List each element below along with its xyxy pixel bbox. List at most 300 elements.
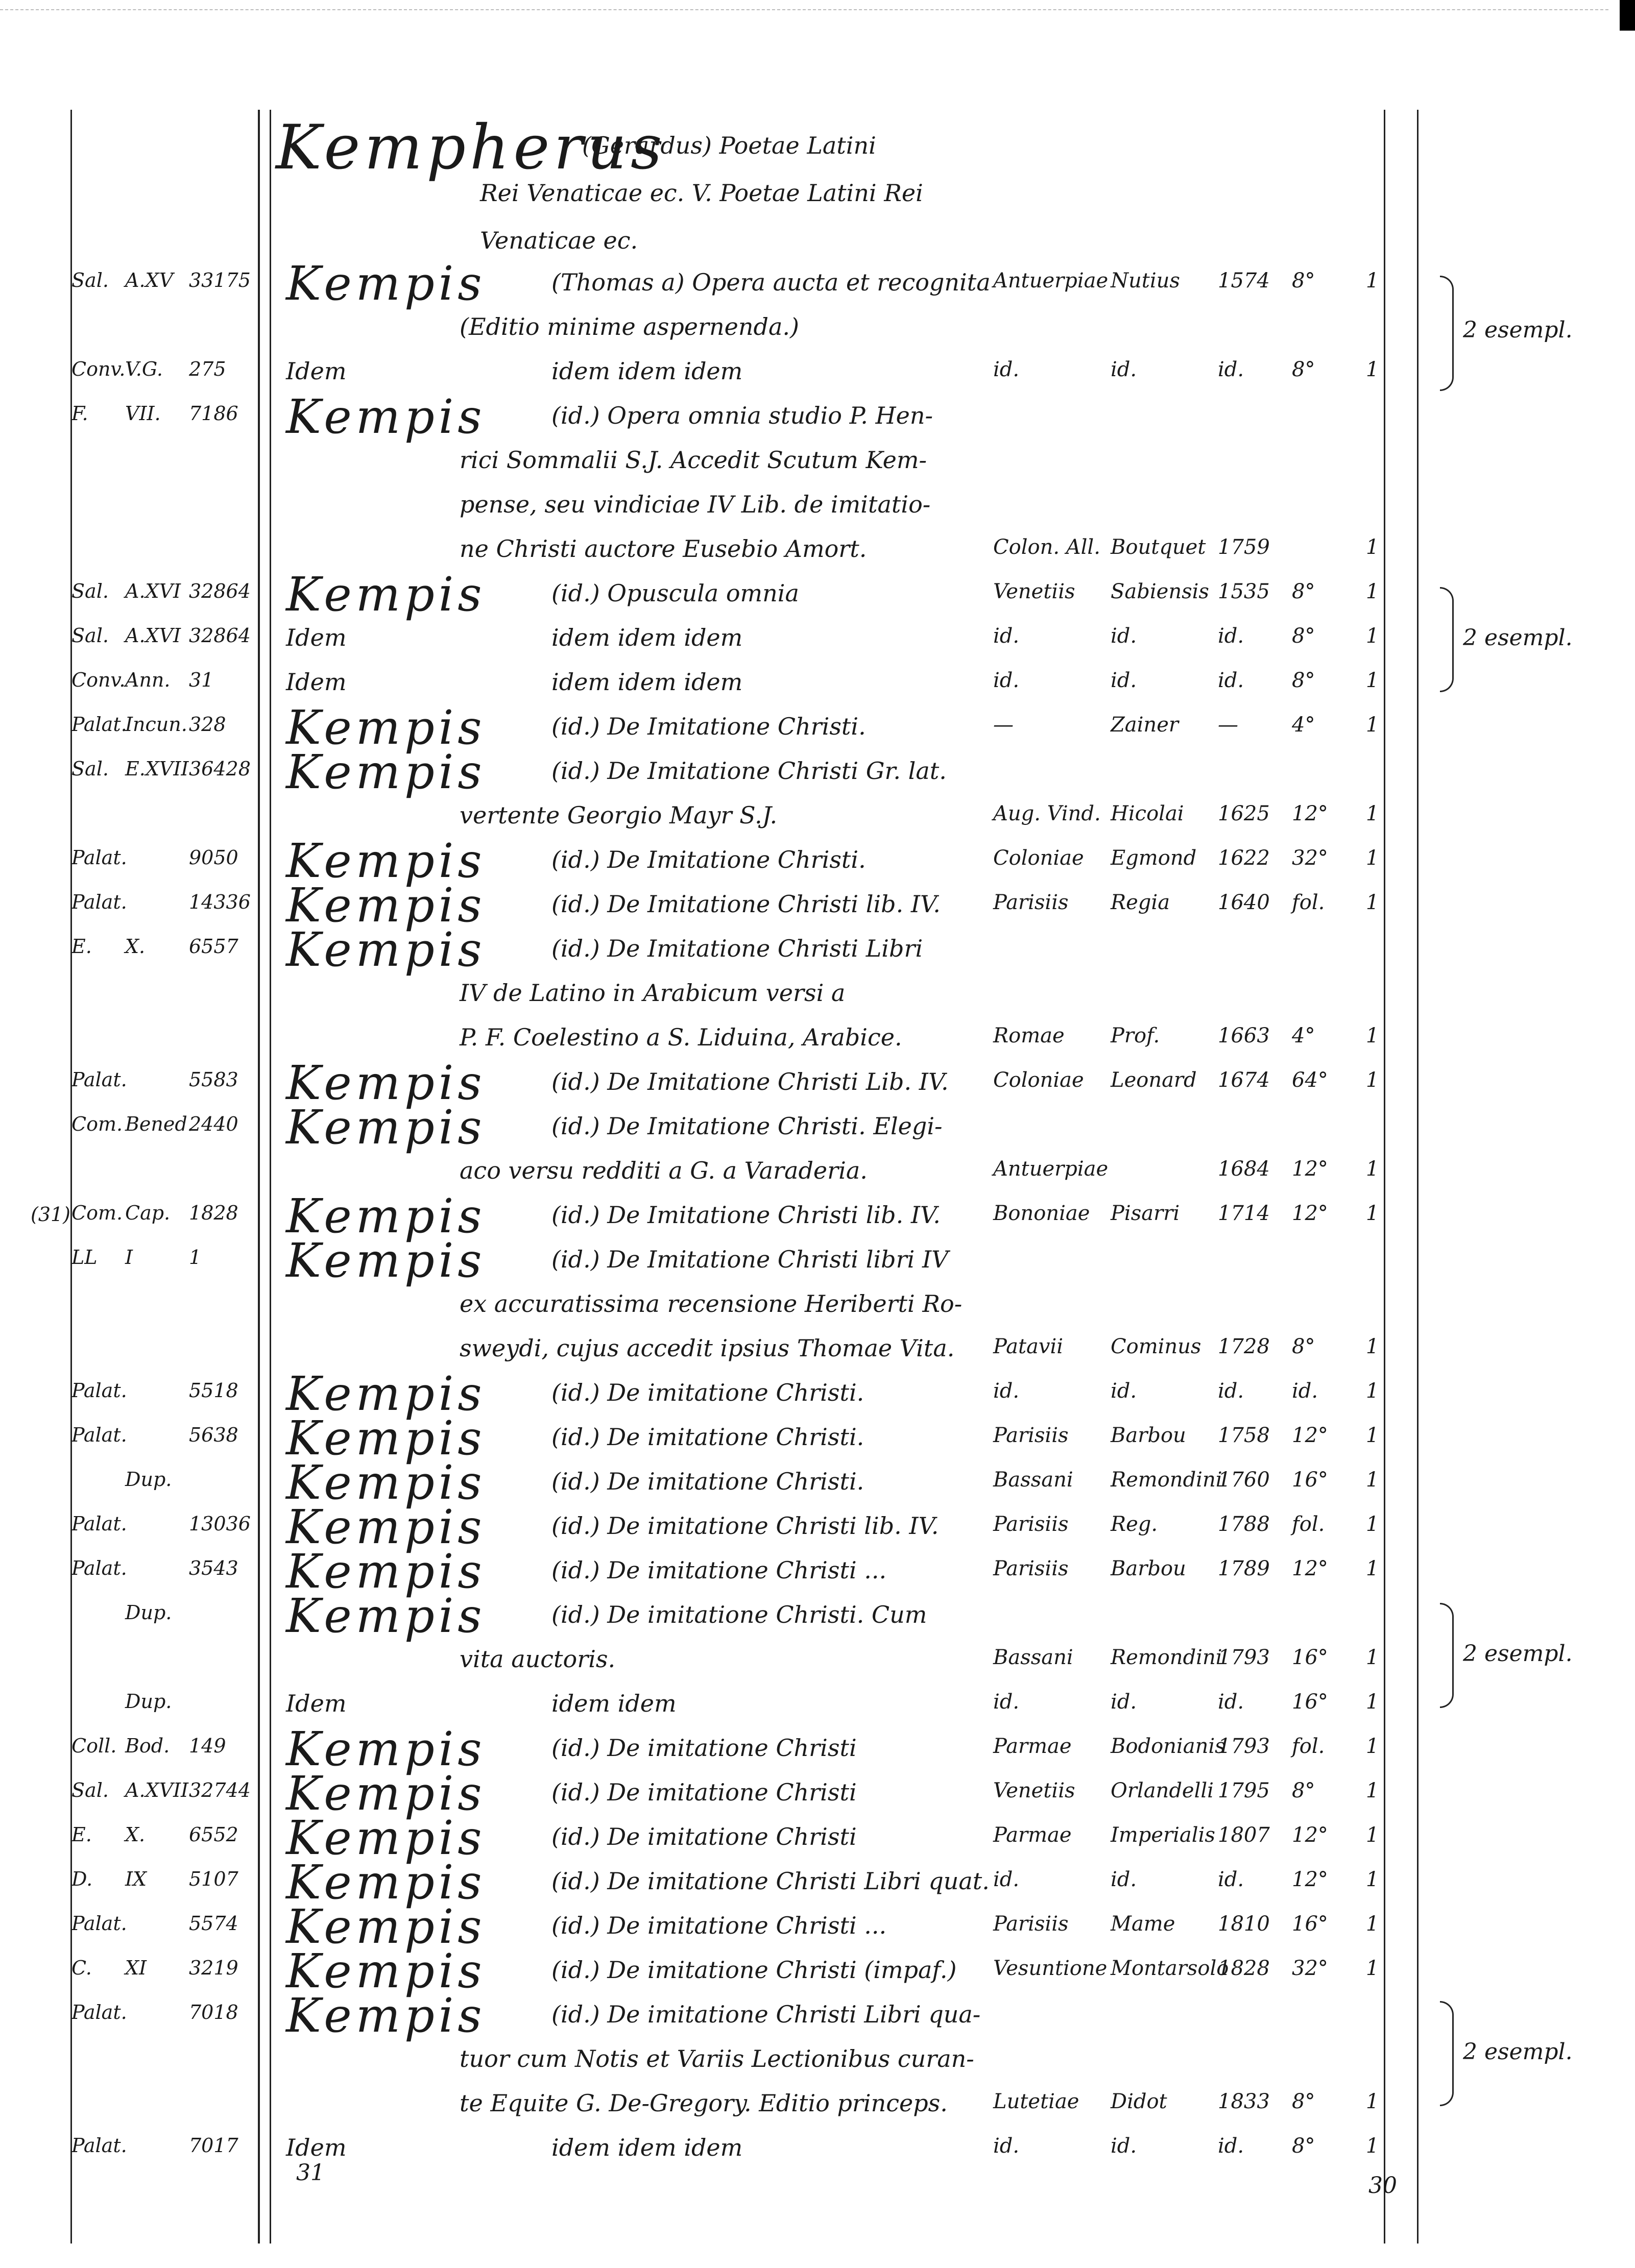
shelf-case: Ann.: [125, 669, 171, 691]
shelf-case: Cap.: [125, 1202, 171, 1224]
imprint-printer: Bodonianis: [1111, 1735, 1225, 1758]
shelf-number: 5583: [189, 1068, 238, 1091]
shelf-room: D.: [71, 1868, 93, 1890]
imprint-format: 8°: [1292, 2090, 1315, 2113]
entry-text: (id.) De imitatione Christi.: [551, 1423, 864, 1451]
shelf-case: I: [125, 1246, 133, 1269]
entry-heading: Idem: [286, 624, 347, 651]
imprint-format: fol.: [1292, 1513, 1325, 1536]
imprint-year: 1807: [1218, 1823, 1270, 1847]
imprint-year: id.: [1218, 669, 1244, 692]
copy-count: 1: [1366, 624, 1379, 648]
imprint-place: Antuerpiae: [993, 269, 1109, 292]
imprint-place: id.: [993, 669, 1020, 692]
shelf-number: 36428: [189, 758, 251, 780]
entry-heading: Kempis: [286, 1722, 486, 1776]
imprint-year: 1535: [1218, 580, 1270, 603]
entry-heading: Idem: [286, 668, 347, 696]
entry-text: te Equite G. De-Gregory. Editio princeps.: [460, 2089, 948, 2117]
imprint-place: Bononiae: [993, 1202, 1090, 1225]
imprint-printer: Reg.: [1111, 1513, 1158, 1536]
imprint-place: Romae: [993, 1024, 1065, 1047]
entry-text: (id.) De Imitatione Christi Libri: [551, 935, 923, 962]
shelf-number: 32864: [189, 580, 251, 602]
copy-count: 1: [1366, 1690, 1379, 1714]
copy-count: 1: [1366, 1068, 1379, 1092]
imprint-year: 1793: [1218, 1735, 1270, 1758]
imprint-format: 12°: [1292, 1823, 1328, 1847]
imprint-format: 12°: [1292, 1424, 1328, 1447]
entry-heading: Idem: [286, 357, 347, 385]
entry-heading: Kempis: [286, 389, 486, 444]
imprint-printer: Remondini: [1111, 1646, 1222, 1669]
imprint-format: id.: [1292, 1379, 1318, 1403]
entry-text: idem idem idem: [551, 624, 743, 651]
imprint-place: Parmae: [993, 1735, 1072, 1758]
shelf-number: 1: [189, 1246, 202, 1269]
imprint-year: 1663: [1218, 1024, 1270, 1047]
shelf-room: E.: [71, 1823, 92, 1846]
top-perforation: [0, 9, 1608, 10]
entry-text: (id.) De imitatione Christi (impaf.): [551, 1956, 957, 1984]
copies-note: 2 esempl.: [1463, 1641, 1573, 1667]
imprint-format: 16°: [1292, 1468, 1328, 1492]
shelf-room: Coll.: [71, 1735, 117, 1757]
shelf-number: 9050: [189, 846, 238, 869]
imprint-format: 32°: [1292, 1957, 1328, 1980]
imprint-place: Parisiis: [993, 1912, 1069, 1936]
shelf-room: Palat.: [71, 2134, 127, 2157]
shelf-room: Palat.: [71, 2001, 127, 2023]
imprint-format: 8°: [1292, 269, 1315, 292]
imprint-format: 8°: [1292, 1335, 1315, 1358]
imprint-format: fol.: [1292, 1735, 1325, 1758]
imprint-year: 1714: [1218, 1202, 1270, 1225]
shelf-room: Palat.: [71, 846, 127, 869]
imprint-year: 1788: [1218, 1513, 1270, 1536]
imprint-format: 4°: [1292, 713, 1315, 737]
imprint-year: id.: [1218, 1690, 1244, 1714]
imprint-place: id.: [993, 2134, 1020, 2158]
shelf-case: Incun.: [125, 713, 187, 736]
imprint-year: 1795: [1218, 1779, 1270, 1802]
imprint-printer: Regia: [1111, 891, 1170, 914]
imprint-printer: Sabiensis: [1111, 580, 1209, 603]
copy-count: 1: [1366, 1379, 1379, 1403]
imprint-place: Antuerpiae: [993, 1157, 1109, 1181]
rule-line: [258, 110, 260, 2243]
entry-text: (id.) De imitatione Christi: [551, 1734, 857, 1762]
rule-line: [270, 110, 271, 2243]
imprint-year: 1622: [1218, 846, 1270, 870]
imprint-place: Lutetiae: [993, 2090, 1079, 2113]
copy-count: 1: [1366, 358, 1379, 381]
entry-text: pense, seu vindiciae IV Lib. de imitatio-: [460, 491, 931, 518]
shelf-room: Sal.: [71, 580, 109, 602]
entry-heading: Kempis: [286, 878, 486, 933]
entry-heading: Kempis: [286, 1367, 486, 1421]
shelf-room: Sal.: [71, 758, 109, 780]
shelf-room: Sal.: [71, 624, 109, 647]
imprint-year: 1728: [1218, 1335, 1270, 1358]
entry-text: idem idem idem: [551, 668, 743, 696]
shelf-case: V.G.: [125, 358, 163, 380]
entry-text: (id.) De imitatione Christi lib. IV.: [551, 1512, 939, 1540]
copy-count: 1: [1366, 2134, 1379, 2158]
copy-count: 1: [1366, 1202, 1379, 1225]
imprint-place: id.: [993, 624, 1020, 648]
imprint-place: Coloniae: [993, 1068, 1084, 1092]
brace: [1440, 587, 1454, 692]
entry-text: rici Sommalii S.J. Accedit Scutum Kem-: [460, 446, 927, 474]
copy-count: 1: [1366, 802, 1379, 825]
rule-line: [1384, 110, 1385, 2243]
shelf-room: Com.: [71, 1202, 123, 1224]
shelf-case: X.: [125, 935, 146, 958]
imprint-printer: Imperialis: [1111, 1823, 1215, 1847]
imprint-place: id.: [993, 1868, 1020, 1891]
header-text-line: Rei Venaticae ec. V. Poetae Latini Rei: [480, 179, 923, 207]
entry-text: idem idem idem: [551, 2134, 743, 2161]
shelf-room: Palat.: [71, 1379, 127, 1402]
imprint-place: id.: [993, 1379, 1020, 1403]
entry-heading: Kempis: [286, 1500, 486, 1554]
imprint-format: 12°: [1292, 1157, 1328, 1181]
entry-heading: Kempis: [286, 834, 486, 888]
entry-text: sweydi, cujus accedit ipsius Thomae Vita.: [460, 1334, 955, 1362]
shelf-room: Palat.: [71, 1513, 127, 1535]
header-heading: Kempherus: [276, 112, 666, 183]
shelf-room: Palat.: [71, 1424, 127, 1446]
shelf-case: X.: [125, 1823, 146, 1846]
rule-line: [1417, 110, 1418, 2243]
entry-text: (id.) De imitatione Christi: [551, 1823, 857, 1850]
entry-text: (Editio minime aspernenda.): [460, 313, 799, 340]
entry-heading: Kempis: [286, 1899, 486, 1954]
shelf-room: Palat.: [71, 1068, 127, 1091]
entry-text: ex accuratissima recensione Heriberti Ro-: [460, 1290, 963, 1318]
entry-text: tuor cum Notis et Variis Lectionibus curan-: [460, 2045, 974, 2072]
shelf-number: 6557: [189, 935, 238, 958]
header-text-line: (Gerardus) Poetae Latini: [582, 132, 876, 159]
entry-heading: Kempis: [286, 1233, 486, 1288]
copy-count: 1: [1366, 1468, 1379, 1492]
entry-heading: Kempis: [286, 1944, 486, 1998]
imprint-format: 32°: [1292, 846, 1328, 870]
copy-count: 1: [1366, 713, 1379, 737]
page-number-left: 31: [296, 2160, 325, 2186]
shelf-room: LL: [71, 1246, 98, 1269]
imprint-year: id.: [1218, 1379, 1244, 1403]
imprint-printer: Orlandelli: [1111, 1779, 1214, 1802]
imprint-year: 1810: [1218, 1912, 1270, 1936]
entry-text: (id.) De imitatione Christi.: [551, 1379, 864, 1406]
entry-text: (id.) De Imitatione Christi Lib. IV.: [551, 1068, 949, 1095]
entry-text: vita auctoris.: [460, 1645, 616, 1673]
entry-heading: Kempis: [286, 1455, 486, 1510]
imprint-format: 16°: [1292, 1912, 1328, 1936]
shelf-case: Dup.: [125, 1601, 172, 1624]
shelf-number: 3219: [189, 1957, 238, 1979]
copy-count: 1: [1366, 1513, 1379, 1536]
imprint-format: fol.: [1292, 891, 1325, 914]
imprint-year: 1640: [1218, 891, 1270, 914]
entry-heading: Kempis: [286, 1189, 486, 1243]
entry-text: (id.) De imitatione Christi Libri qua-: [551, 2001, 981, 2028]
imprint-year: 1625: [1218, 802, 1270, 825]
shelf-room: C.: [71, 1957, 92, 1979]
imprint-format: 12°: [1292, 1868, 1328, 1891]
entry-text: idem idem: [551, 1690, 677, 1717]
imprint-place: id.: [993, 1690, 1020, 1714]
entry-text: (id.) De imitatione Christi ...: [551, 1912, 887, 1939]
imprint-printer: id.: [1111, 1868, 1137, 1891]
imprint-printer: Mame: [1111, 1912, 1175, 1936]
imprint-printer: Prof.: [1111, 1024, 1160, 1047]
copies-note: 2 esempl.: [1463, 317, 1573, 343]
shelf-number: 7017: [189, 2134, 238, 2157]
imprint-printer: id.: [1111, 669, 1137, 692]
entry-text: (id.) Opera omnia studio P. Hen-: [551, 402, 933, 429]
shelf-number: 328: [189, 713, 226, 736]
imprint-printer: Nutius: [1111, 269, 1180, 292]
copy-count: 1: [1366, 1735, 1379, 1758]
copy-count: 1: [1366, 1557, 1379, 1580]
copy-count: 1: [1366, 1823, 1379, 1847]
entry-text: (id.) De Imitatione Christi lib. IV.: [551, 890, 941, 918]
imprint-printer: Leonard: [1111, 1068, 1197, 1092]
brace: [1440, 2001, 1454, 2106]
imprint-place: id.: [993, 358, 1020, 381]
entry-heading: Kempis: [286, 922, 486, 977]
copy-count: 1: [1366, 891, 1379, 914]
shelf-number: 2440: [189, 1113, 238, 1135]
imprint-year: 1759: [1218, 535, 1270, 559]
shelf-room: F.: [71, 402, 88, 425]
shelf-number: 7186: [189, 402, 238, 425]
imprint-place: Bassani: [993, 1646, 1073, 1669]
imprint-printer: Egmond: [1111, 846, 1197, 870]
header-text-line: Venaticae ec.: [480, 227, 638, 254]
imprint-format: 8°: [1292, 358, 1315, 381]
shelf-number: 5638: [189, 1424, 238, 1446]
shelf-room: Palat.: [71, 1912, 127, 1935]
shelf-room: Palat.: [71, 891, 127, 913]
copies-note: 2 esempl.: [1463, 625, 1573, 651]
shelf-case: IX: [125, 1868, 147, 1890]
imprint-place: Parisiis: [993, 1424, 1069, 1447]
imprint-place: Coloniae: [993, 846, 1084, 870]
shelf-room: Palat.: [71, 713, 127, 736]
shelf-case: Dup.: [125, 1690, 172, 1713]
entry-heading: Idem: [286, 2134, 347, 2161]
shelf-number: 5518: [189, 1379, 238, 1402]
imprint-printer: id.: [1111, 2134, 1137, 2158]
copy-count: 1: [1366, 1424, 1379, 1447]
imprint-format: 12°: [1292, 1202, 1328, 1225]
imprint-year: 1684: [1218, 1157, 1270, 1181]
imprint-year: 1828: [1218, 1957, 1270, 1980]
entry-text: (Thomas a) Opera aucta et recognita: [551, 269, 991, 296]
imprint-place: Patavii: [993, 1335, 1064, 1358]
copy-count: 1: [1366, 1646, 1379, 1669]
imprint-printer: Remondini: [1111, 1468, 1222, 1492]
entry-text: (id.) De Imitatione Christi Gr. lat.: [551, 757, 947, 785]
entry-text: (id.) De imitatione Christi. Cum: [551, 1601, 927, 1628]
imprint-place: Parisiis: [993, 1557, 1069, 1580]
imprint-format: 64°: [1292, 1068, 1328, 1092]
shelf-number: 6552: [189, 1823, 238, 1846]
shelf-room: Sal.: [71, 1779, 109, 1801]
entry-heading: Kempis: [286, 700, 486, 755]
margin-mark: (31): [31, 1203, 71, 1226]
copy-count: 1: [1366, 1157, 1379, 1181]
entry-text: (id.) De Imitatione Christi.: [551, 846, 866, 873]
imprint-printer: Zainer: [1111, 713, 1179, 737]
imprint-format: 16°: [1292, 1690, 1328, 1714]
imprint-printer: Cominus: [1111, 1335, 1201, 1358]
entry-text: P. F. Coelestino a S. Liduina, Arabice.: [460, 1023, 902, 1051]
shelf-number: 5574: [189, 1912, 238, 1935]
imprint-place: Colon. All.: [993, 535, 1100, 559]
entry-text: ne Christi auctore Eusebio Amort.: [460, 535, 867, 563]
imprint-year: 1760: [1218, 1468, 1270, 1492]
entry-heading: Kempis: [286, 745, 486, 799]
entry-text: idem idem idem: [551, 357, 743, 385]
entry-heading: Kempis: [286, 1411, 486, 1466]
entry-text: (id.) De imitatione Christi: [551, 1778, 857, 1806]
brace: [1440, 276, 1454, 391]
shelf-room: E.: [71, 935, 92, 958]
imprint-year: 1793: [1218, 1646, 1270, 1669]
imprint-year: 1674: [1218, 1068, 1270, 1092]
shelf-case: E.XVII: [125, 758, 189, 780]
shelf-case: A.XVI: [125, 624, 181, 647]
shelf-room: Sal.: [71, 269, 109, 291]
page-number-right: 30: [1368, 2173, 1397, 2199]
entry-heading: Kempis: [286, 1855, 486, 1910]
entry-text: (id.) De imitatione Christi Libri quat.: [551, 1867, 990, 1895]
shelf-room: Conv.: [71, 358, 126, 380]
imprint-format: 8°: [1292, 580, 1315, 603]
copy-count: 1: [1366, 669, 1379, 692]
brace: [1440, 1603, 1454, 1708]
entry-text: IV de Latino in Arabicum versi a: [460, 979, 846, 1007]
copy-count: 1: [1366, 1868, 1379, 1891]
imprint-year: 1758: [1218, 1424, 1270, 1447]
imprint-format: 16°: [1292, 1646, 1328, 1669]
imprint-printer: Pisarri: [1111, 1202, 1180, 1225]
imprint-place: —: [993, 713, 1014, 737]
copy-count: 1: [1366, 2090, 1379, 2113]
copy-count: 1: [1366, 1779, 1379, 1802]
copy-count: 1: [1366, 1957, 1379, 1980]
entry-heading: Kempis: [286, 1988, 486, 2043]
shelf-number: 275: [189, 358, 226, 380]
shelf-number: 1828: [189, 1202, 238, 1224]
copy-count: 1: [1366, 1912, 1379, 1936]
imprint-printer: id.: [1111, 1379, 1137, 1403]
imprint-year: 1574: [1218, 269, 1270, 292]
imprint-format: 8°: [1292, 1779, 1315, 1802]
entry-heading: Idem: [286, 1690, 347, 1717]
shelf-case: Dup.: [125, 1468, 172, 1491]
shelf-number: 13036: [189, 1513, 251, 1535]
imprint-printer: Barbou: [1111, 1557, 1186, 1580]
shelf-number: 3543: [189, 1557, 238, 1579]
shelf-room: Com.: [71, 1113, 123, 1135]
entry-heading: Kempis: [286, 567, 486, 622]
imprint-year: id.: [1218, 624, 1244, 648]
shelf-case: A.XVII: [125, 1779, 189, 1801]
imprint-place: Venetiis: [993, 1779, 1075, 1802]
shelf-number: 32744: [189, 1779, 251, 1801]
entry-text: (id.) De Imitatione Christi libri IV: [551, 1246, 949, 1273]
shelf-case: Bened.: [125, 1113, 194, 1135]
shelf-number: 33175: [189, 269, 251, 291]
imprint-place: Venetiis: [993, 580, 1075, 603]
shelf-room: Palat.: [71, 1557, 127, 1579]
copies-note: 2 esempl.: [1463, 2039, 1573, 2065]
imprint-year: id.: [1218, 1868, 1244, 1891]
imprint-format: 8°: [1292, 2134, 1315, 2158]
entry-heading: Kempis: [286, 1811, 486, 1865]
entry-text: (id.) De Imitatione Christi. Elegi-: [551, 1112, 943, 1140]
imprint-year: id.: [1218, 358, 1244, 381]
shelf-case: XI: [125, 1957, 147, 1979]
entry-heading: Kempis: [286, 1766, 486, 1821]
copy-count: 1: [1366, 535, 1379, 559]
entry-text: (id.) De imitatione Christi ...: [551, 1556, 887, 1584]
imprint-format: 4°: [1292, 1024, 1315, 1047]
page-edge-mark: [1620, 0, 1635, 31]
imprint-printer: Boutquet: [1111, 535, 1206, 559]
imprint-place: Parisiis: [993, 891, 1069, 914]
entry-text: aco versu redditi a G. a Varaderia.: [460, 1157, 868, 1184]
imprint-printer: id.: [1111, 1690, 1137, 1714]
entry-text: (id.) De Imitatione Christi lib. IV.: [551, 1201, 941, 1229]
shelf-case: A.XV: [125, 269, 174, 291]
imprint-format: 8°: [1292, 669, 1315, 692]
shelf-room: Conv.: [71, 669, 126, 691]
shelf-number: 31: [189, 669, 214, 691]
imprint-year: id.: [1218, 2134, 1244, 2158]
entry-text: (id.) De imitatione Christi.: [551, 1468, 864, 1495]
shelf-number: 32864: [189, 624, 251, 647]
imprint-place: Aug. Vind.: [993, 802, 1101, 825]
copy-count: 1: [1366, 269, 1379, 292]
imprint-printer: Hicolai: [1111, 802, 1184, 825]
entry-text: (id.) De Imitatione Christi.: [551, 713, 866, 740]
imprint-format: 12°: [1292, 1557, 1328, 1580]
shelf-case: Bod.: [125, 1735, 170, 1757]
imprint-printer: id.: [1111, 358, 1137, 381]
imprint-place: Vesuntione: [993, 1957, 1108, 1980]
entry-heading: Kempis: [286, 256, 486, 311]
imprint-printer: Barbou: [1111, 1424, 1186, 1447]
copy-count: 1: [1366, 1335, 1379, 1358]
copy-count: 1: [1366, 1024, 1379, 1047]
imprint-printer: Didot: [1111, 2090, 1167, 2113]
shelf-number: 5107: [189, 1868, 238, 1890]
entry-heading: Kempis: [286, 1544, 486, 1599]
imprint-year: 1789: [1218, 1557, 1270, 1580]
entry-text: vertente Georgio Mayr S.J.: [460, 801, 778, 829]
imprint-year: —: [1218, 713, 1238, 737]
imprint-printer: Montarsolo: [1111, 1957, 1229, 1980]
imprint-place: Bassani: [993, 1468, 1073, 1492]
entry-heading: Kempis: [286, 1100, 486, 1155]
